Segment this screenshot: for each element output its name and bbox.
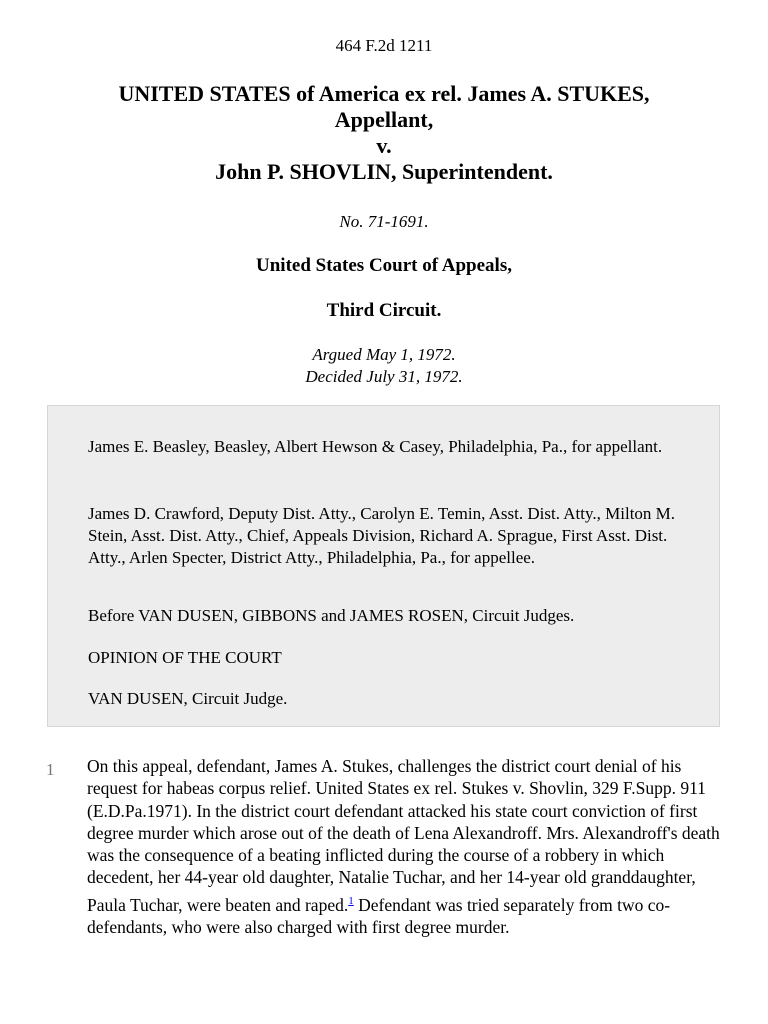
- opinion-heading: OPINION OF THE COURT: [88, 648, 282, 667]
- opinion-author: VAN DUSEN, Circuit Judge.: [88, 689, 288, 708]
- appellee-counsel: James D. Crawford, Deputy Dist. Atty., Carolyn E. Temin, Asst. Dist. Atty., Milton M. Stein, Asst. Dist. Atty., Chief, Appeals Division, Richard A. Sprague, First Asst. Dist. Atty., Arlen Specter, District Atty., Philadelphia, Pa., for appellee.: [88, 504, 676, 567]
- case-dates: [0, 344, 768, 388]
- circuit-name: Third Circuit.: [326, 300, 442, 321]
- case-title: [60, 81, 708, 185]
- appellant-counsel: James E. Beasley, Beasley, Albert Hewson & Casey, Philadelphia, Pa., for appellant.: [88, 437, 663, 456]
- panel-judges: Before VAN DUSEN, GIBBONS and JAMES ROSEN, Circuit Judges.: [88, 606, 575, 625]
- title-line-parties: UNITED STATES of America ex rel. James A. STUKES,: [118, 81, 650, 106]
- footnote-link[interactable]: 1: [348, 894, 354, 907]
- paragraph-text-part2: Defendant was tried separately from two co-defendants, who were also charged with first degree murder.: [87, 894, 671, 937]
- case-citation: 464 F.2d 1211: [335, 36, 433, 55]
- decided-date: Decided July 31, 1972.: [305, 367, 463, 386]
- title-line-appellant: Appellant,: [334, 107, 434, 132]
- paragraph-number: 1: [46, 760, 55, 779]
- argued-date: Argued May 1, 1972.: [312, 345, 456, 364]
- court-name: United States Court of Appeals,: [256, 255, 512, 276]
- title-line-versus: v.: [376, 133, 392, 158]
- paragraph-text-part1: On this appeal, defendant, James A. Stukes, challenges the district court denial of his request for habeas corpus relief. United States ex rel. Stukes v. Shovlin, 329 F.Supp. 911 (E.D.Pa.1971). In the district court defendant attacked his state court conviction of first degree murder which arose out of the death of Lena Alexandroff. Mrs. Alexandroff's death was the consequence of a beating inflicted during the course of a robbery in which decedent, her 44-year old daughter, Natalie Tuchar, and her 14-year old granddaughter, Paula Tuchar, were beaten and raped.: [87, 756, 720, 915]
- opinion-paragraph: [87, 755, 727, 938]
- title-line-appellee: John P. SHOVLIN, Superintendent.: [215, 159, 553, 184]
- docket-number: No. 71-1691.: [339, 212, 429, 231]
- counsel-box: [47, 405, 720, 727]
